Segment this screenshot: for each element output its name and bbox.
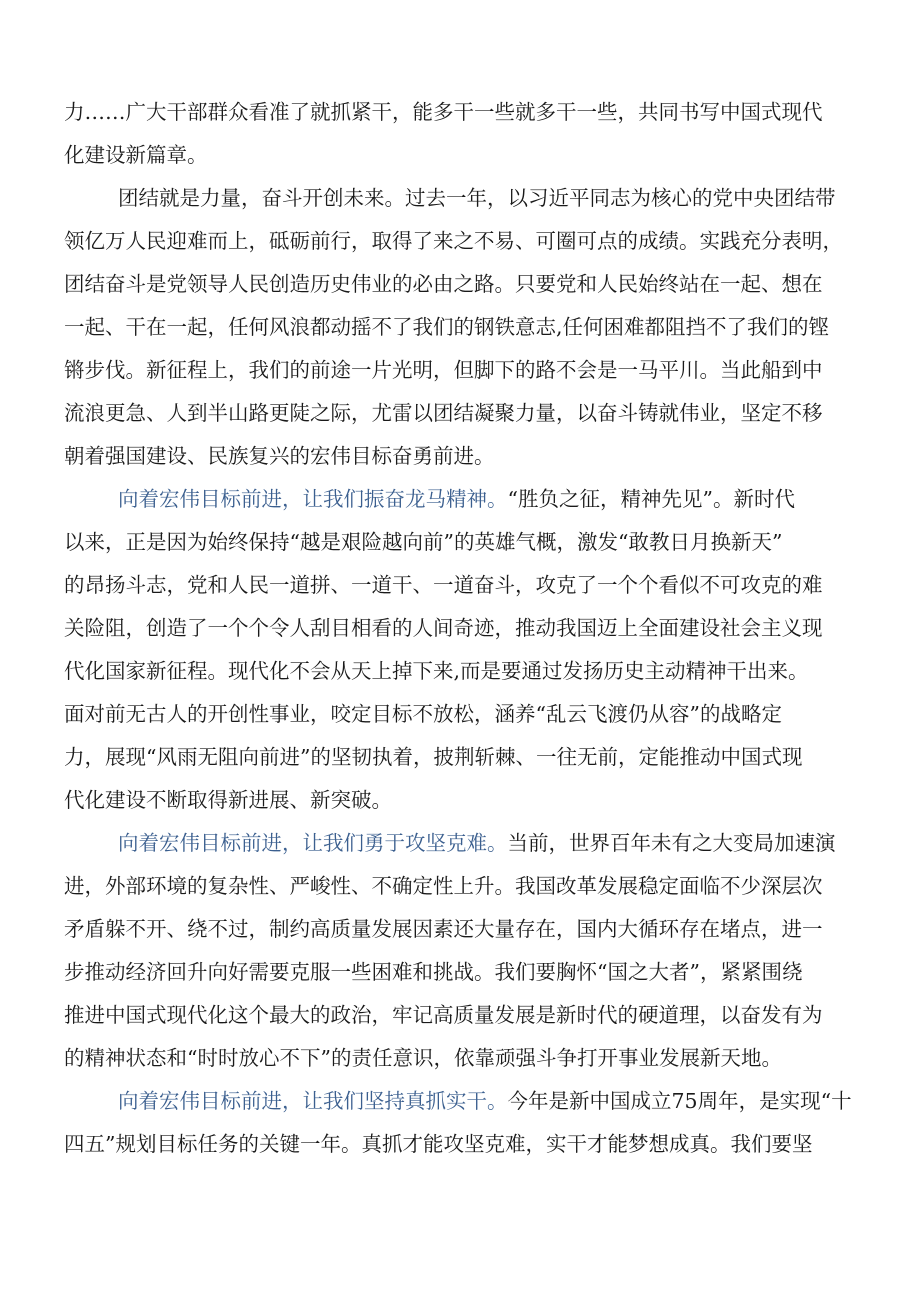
text-line: 向着宏伟目标前进，让我们勇于攻坚克难。当前，世界百年未有之大变局加速演 [118,831,836,855]
text-line: 流浪更急、人到半山路更陡之际，尤雷以团结凝聚力量，以奋斗铸就伟业，坚定不移 [64,401,823,425]
text-line: 一起、干在一起，任何风浪都动摇不了我们的钢铁意志,任何困难都阻挡不了我们的铿 [64,315,830,339]
text-line: 推进中国式现代化这个最大的政治，牢记高质量发展是新时代的硬道理，以奋发有为 [64,1003,823,1027]
text-line: 步推动经济回升向好需要克服一些困难和挑战。我们要胸怀“国之大者”，紧紧围绕 [64,960,803,984]
text-line: 以来，正是因为始终保持“越是艰险越向前”的英雄气概，激发“敢教日月换新天” [64,530,783,554]
text-line: 力，展现“风雨无阻向前进”的坚韧执着，披荆斩棘、一往无前，定能推动中国式现 [64,745,803,769]
text-line: 的精神状态和“时时放心不下”的责任意识，依靠顽强斗争打开事业发展新天地。 [64,1046,782,1070]
text-line: 向着宏伟目标前进，让我们坚持真抓实干。今年是新中国成立75周年，是实现“十 [118,1089,852,1113]
text-line: 力……广大干部群众看准了就抓紧干，能多干一些就多干一些，共同书写中国式现代 [64,100,823,124]
text-line: 化建设新篇章。 [64,143,208,167]
text-line: 向着宏伟目标前进，让我们振奋龙马精神。“胜负之征，精神先见”。新时代 [118,487,795,511]
text-line: 团结就是力量，奋斗开创未来。过去一年，以习近平同志为核心的党中央团结带 [118,186,836,210]
highlighted-heading: 向着宏伟目标前进，让我们勇于攻坚克难。 [118,831,508,855]
text-line: 锵步伐。新征程上，我们的前途一片光明，但脚下的路不会是一马平川。当此船到中 [64,358,823,382]
text-line: 进，外部环境的复杂性、严峻性、不确定性上升。我国改革发展稳定面临不少深层次 [64,874,823,898]
highlighted-heading: 向着宏伟目标前进，让我们振奋龙马精神。 [118,487,508,511]
highlighted-heading: 向着宏伟目标前进，让我们坚持真抓实干。 [118,1089,508,1113]
text-line: 关险阻，创造了一个个令人刮目相看的人间奇迹，推动我国迈上全面建设社会主义现 [64,616,823,640]
text-line: 四五”规划目标任务的关键一年。真抓才能攻坚克难，实干才能梦想成真。我们要坚 [64,1132,813,1156]
text-line: 面对前无古人的开创性事业，咬定目标不放松，涵养“乱云飞渡仍从容”的战略定 [64,702,782,726]
text-line: 矛盾躲不开、绕不过，制约高质量发展因素还大量存在，国内大循环存在堵点，进一 [64,917,823,941]
text-line: 代化建设不断取得新进展、新突破。 [64,788,392,812]
text-line: 的昂扬斗志，党和人民一道拼、一道干、一道奋斗，攻克了一个个看似不可攻克的难 [64,573,823,597]
text-line: 朝着强国建设、民族复兴的宏伟目标奋勇前进。 [64,444,495,468]
text-line: 团结奋斗是党领导人民创造历史伟业的必由之路。只要党和人民始终站在一起、想在 [64,272,823,296]
text-line: 代化国家新征程。现代化不会从天上掉下来,而是要通过发扬历史主动精神干出来。 [64,659,809,683]
text-line: 领亿万人民迎难而上，砥砺前行，取得了来之不易、可圈可点的成绩。实践充分表明， [64,229,843,253]
